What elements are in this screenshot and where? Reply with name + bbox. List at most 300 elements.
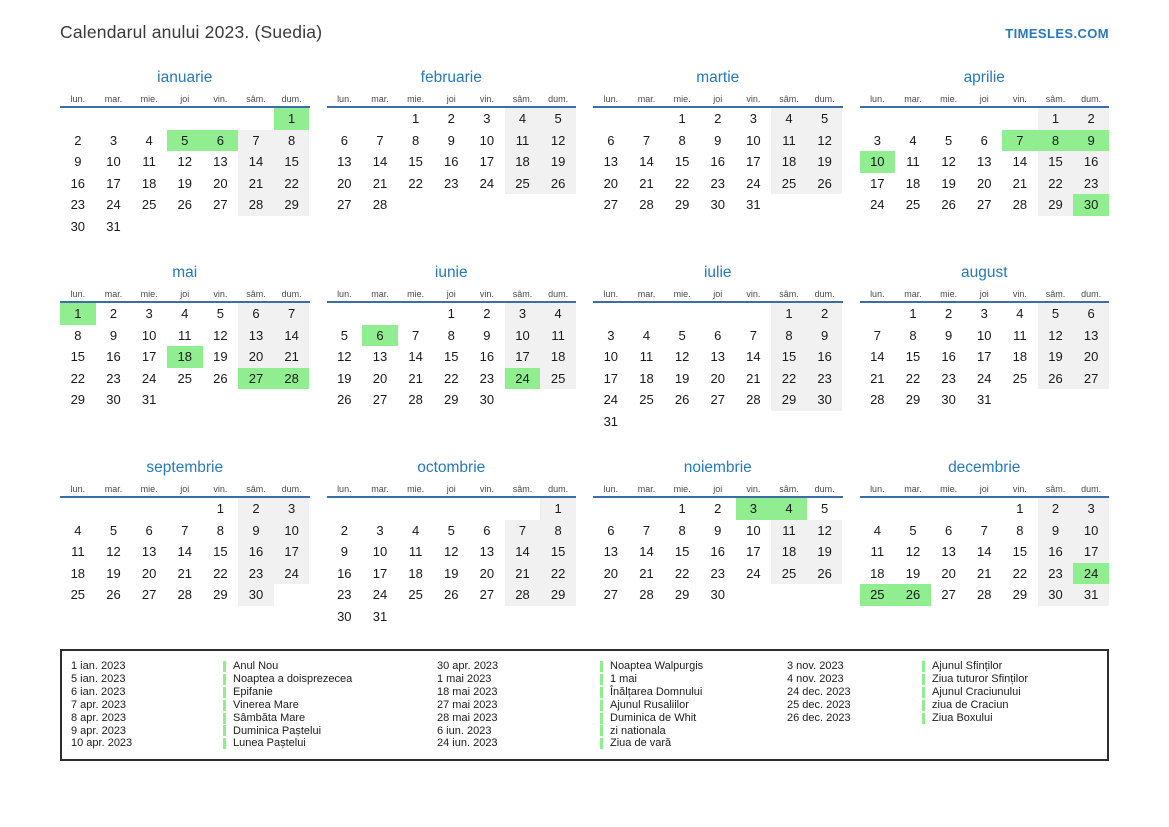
day-cell: 3 [274, 498, 310, 520]
empty-cell [203, 216, 239, 238]
legend-name [223, 686, 437, 699]
empty-cell [664, 303, 700, 325]
legend-date: 1 ian. 2023 [71, 660, 126, 672]
weekday-header: mar. [371, 484, 389, 494]
day-cell: 24 [746, 565, 761, 581]
day-cell: 17 [505, 346, 541, 368]
day-cell: 2 [238, 498, 274, 520]
day-cell: 18 [505, 151, 541, 173]
day-cell: 25 [1012, 370, 1028, 386]
day-cell: 27 [603, 197, 619, 213]
weekday-header: dum. [281, 484, 302, 494]
empty-cell [629, 108, 665, 130]
weekday-header: dum. [1081, 484, 1102, 494]
legend-name [600, 660, 787, 673]
day-cell: 7 [181, 522, 189, 538]
day-cell: 21 [1012, 175, 1028, 191]
empty-cell [593, 108, 629, 130]
day-cell: 22 [905, 370, 921, 386]
legend-name [223, 725, 437, 738]
day-cell: 13 [213, 154, 228, 170]
day-cell: 16 [238, 541, 274, 563]
legend-date: 4 nov. 2023 [787, 672, 844, 685]
day-cell: 26 [106, 587, 121, 603]
legend-name-text: Sâmbăta Mare [233, 711, 306, 724]
day-cell: 9 [74, 154, 82, 170]
day-cell: 24 [141, 370, 157, 386]
month-days [60, 303, 310, 411]
empty-cell [274, 216, 310, 238]
month-days [860, 303, 1110, 411]
empty-cell [433, 498, 469, 520]
day-cell-holiday: 5 [167, 130, 203, 152]
weekday-header: joi [446, 289, 456, 299]
day-cell: 1 [771, 303, 807, 325]
day-cell: 30 [479, 392, 495, 408]
day-cell: 28 [1012, 197, 1028, 213]
day-cell: 3 [873, 132, 881, 148]
empty-cell [807, 194, 843, 216]
day-cell: 16 [710, 544, 725, 560]
weekday-header: sâm. [246, 94, 266, 104]
day-cell: 25 [771, 563, 807, 585]
month-title: februarie [420, 69, 482, 86]
weekday-header: vin. [213, 94, 228, 104]
weekday-header: mar. [637, 484, 656, 494]
day-cell: 13 [141, 544, 157, 560]
day-cell: 31 [603, 413, 619, 429]
day-cell: 24 [870, 197, 885, 213]
day-cell: 31 [1073, 584, 1109, 606]
day-cell: 11 [1013, 327, 1027, 343]
day-cell: 28 [746, 392, 761, 408]
day-cell: 29 [540, 584, 576, 606]
day-cell-holiday: 1 [60, 303, 96, 325]
day-cell: 15 [674, 154, 690, 170]
empty-cell [1038, 389, 1074, 411]
day-cell: 30 [710, 197, 725, 213]
day-cell: 31 [977, 392, 992, 408]
legend-name [600, 699, 787, 712]
weekday-header: sâm. [779, 484, 799, 494]
weekday-header: joi [446, 484, 456, 494]
day-cell-holiday: 28 [274, 368, 310, 390]
legend-group [437, 660, 787, 750]
day-cell: 30 [238, 584, 274, 606]
day-cell: 3 [109, 132, 118, 148]
day-cell: 16 [941, 349, 956, 365]
day-cell: 5 [807, 108, 843, 130]
day-cell: 20 [141, 565, 157, 581]
empty-cell [469, 498, 505, 520]
weekday-header: lun. [603, 94, 619, 104]
weekday-header: lun. [70, 484, 86, 494]
day-cell: 19 [444, 565, 459, 581]
month-days [327, 498, 577, 627]
month-days [60, 108, 310, 237]
day-cell: 8 [678, 132, 686, 148]
day-cell: 7 [749, 327, 757, 343]
month-days [593, 108, 843, 216]
day-cell: 10 [372, 544, 388, 560]
day-cell: 10 [746, 132, 761, 148]
day-cell: 19 [337, 370, 352, 386]
day-cell: 14 [408, 349, 423, 365]
day-cell: 25 [771, 173, 807, 195]
legend-date: 10 apr. 2023 [71, 737, 133, 750]
day-cell: 20 [710, 370, 725, 386]
empty-cell [736, 411, 772, 433]
weekday-row [327, 94, 577, 108]
day-cell: 12 [941, 154, 956, 170]
day-cell: 25 [639, 392, 654, 408]
day-cell: 3 [607, 327, 615, 343]
empty-cell [60, 108, 96, 130]
day-cell: 29 [213, 587, 228, 603]
day-cell: 9 [944, 327, 953, 343]
day-cell: 18 [1012, 349, 1028, 365]
day-cell: 10 [141, 327, 157, 343]
weekday-header: joi [180, 484, 190, 494]
day-cell: 13 [603, 544, 619, 560]
day-cell: 17 [274, 541, 310, 563]
weekday-header: lun. [870, 94, 885, 104]
day-cell: 6 [483, 522, 491, 538]
day-cell: 6 [238, 303, 274, 325]
empty-cell [238, 216, 274, 238]
day-cell: 19 [540, 151, 576, 173]
day-cell: 27 [1073, 368, 1109, 390]
day-cell: 6 [607, 522, 615, 538]
empty-cell [629, 498, 665, 520]
day-cell: 17 [141, 349, 157, 365]
weekday-row [860, 484, 1110, 498]
weekday-header: mie. [140, 94, 158, 104]
day-cell: 21 [977, 565, 992, 581]
weekday-header: joi [979, 289, 989, 299]
weekday-header: mar. [104, 289, 123, 299]
day-cell: 5 [1038, 303, 1074, 325]
day-cell: 9 [483, 327, 491, 343]
weekday-header: joi [713, 94, 723, 104]
weekday-header: dum. [814, 484, 835, 494]
weekday-header: mie. [940, 94, 958, 104]
day-cell: 25 [70, 587, 86, 603]
month-august [860, 264, 1110, 438]
legend-group [71, 660, 437, 750]
day-cell: 23 [444, 175, 459, 191]
day-cell-holiday: 3 [736, 498, 772, 520]
weekday-header: joi [979, 94, 989, 104]
day-cell: 5 [447, 522, 455, 538]
weekday-header: dum. [281, 289, 302, 299]
legend-name-text: Ziua tuturor Sfinților [932, 672, 1028, 685]
day-cell: 23 [1073, 173, 1109, 195]
day-cell: 16 [1073, 151, 1109, 173]
day-cell: 23 [941, 370, 956, 386]
month-iunie [327, 264, 577, 438]
day-cell: 7 [274, 303, 310, 325]
day-cell: 27 [603, 587, 619, 603]
month-title: iunie [434, 264, 468, 281]
day-cell: 8 [771, 325, 807, 347]
day-cell: 4 [505, 108, 541, 130]
day-cell: 20 [213, 175, 228, 191]
day-cell: 9 [238, 520, 274, 542]
weekday-header: sâm. [512, 484, 533, 494]
legend-name [600, 712, 787, 725]
day-cell: 11 [505, 130, 541, 152]
day-cell: 31 [106, 218, 121, 234]
empty-cell [327, 498, 363, 520]
day-cell: 2 [944, 306, 953, 322]
empty-cell [540, 389, 576, 411]
day-cell: 29 [70, 392, 86, 408]
empty-cell [167, 108, 203, 130]
day-cell: 10 [1073, 520, 1109, 542]
weekday-row [60, 94, 310, 108]
day-cell: 19 [177, 175, 192, 191]
day-cell: 15 [1012, 544, 1028, 560]
day-cell: 12 [674, 349, 690, 365]
empty-cell [398, 606, 434, 628]
day-cell: 27 [710, 392, 725, 408]
empty-cell [807, 411, 843, 433]
empty-cell [505, 498, 541, 520]
day-cell-holiday: 6 [203, 130, 239, 152]
weekday-header: lun. [70, 289, 86, 299]
weekday-header: sâm. [246, 484, 266, 494]
day-cell: 14 [238, 151, 274, 173]
legend-name [223, 660, 437, 673]
legend-name [223, 699, 437, 712]
day-cell: 28 [408, 392, 423, 408]
day-cell: 26 [807, 563, 843, 585]
day-cell: 5 [678, 327, 686, 343]
day-cell: 13 [479, 544, 495, 560]
day-cell: 15 [274, 151, 310, 173]
day-cell: 23 [238, 563, 274, 585]
empty-cell [664, 411, 700, 433]
day-cell: 26 [337, 392, 352, 408]
day-cell: 11 [906, 154, 920, 170]
day-cell: 1 [678, 111, 686, 127]
day-cell: 8 [1016, 522, 1024, 538]
weekday-header: joi [713, 289, 723, 299]
day-cell: 21 [870, 370, 885, 386]
empty-cell [167, 216, 203, 238]
weekday-header: sâm. [1045, 484, 1066, 494]
legend-date: 1 mai 2023 [437, 672, 492, 685]
day-cell: 30 [941, 392, 956, 408]
day-cell: 26 [213, 370, 228, 386]
day-cell: 4 [909, 132, 917, 148]
day-cell: 6 [340, 132, 348, 148]
weekday-header: joi [713, 484, 723, 494]
day-cell: 25 [408, 587, 423, 603]
empty-cell [966, 498, 1002, 520]
weekday-row [60, 289, 310, 303]
day-cell: 29 [1012, 587, 1028, 603]
month-title: septembrie [146, 459, 224, 476]
weekday-header: dum. [548, 94, 569, 104]
empty-cell [700, 303, 736, 325]
day-cell: 29 [1038, 194, 1074, 216]
day-cell: 26 [807, 173, 843, 195]
day-cell: 14 [372, 154, 388, 170]
day-cell: 1 [1038, 108, 1074, 130]
day-cell: 18 [771, 151, 807, 173]
empty-cell [771, 584, 807, 606]
day-cell: 31 [746, 197, 761, 213]
legend-name-text: Ajunul Craciunului [932, 685, 1021, 698]
empty-cell [593, 498, 629, 520]
day-cell: 14 [977, 544, 992, 560]
day-cell: 16 [479, 349, 495, 365]
day-cell: 14 [639, 154, 654, 170]
day-cell: 24 [746, 175, 761, 191]
day-cell: 4 [181, 306, 189, 322]
day-cell: 19 [941, 175, 956, 191]
day-cell: 2 [807, 303, 843, 325]
day-cell: 22 [1038, 173, 1074, 195]
day-cell: 13 [710, 349, 725, 365]
site-link[interactable]: TIMESLES.COM [1005, 26, 1109, 41]
day-cell: 12 [213, 327, 228, 343]
weekday-header: vin. [213, 289, 228, 299]
day-cell: 27 [141, 587, 157, 603]
legend-date: 30 apr. 2023 [437, 660, 499, 672]
day-cell: 1 [678, 501, 686, 517]
legend-date: 8 apr. 2023 [71, 711, 127, 724]
empty-cell [860, 498, 896, 520]
month-title: mai [172, 264, 198, 281]
legend-date: 24 dec. 2023 [787, 685, 851, 698]
day-cell: 4 [411, 522, 420, 538]
weekday-header: vin. [1012, 484, 1027, 494]
day-cell: 12 [905, 544, 921, 560]
day-cell: 1 [540, 498, 576, 520]
day-cell: 9 [109, 327, 118, 343]
day-cell: 18 [408, 565, 423, 581]
weekday-header: sâm. [512, 94, 533, 104]
day-cell: 22 [70, 370, 86, 386]
day-cell: 1 [447, 306, 455, 322]
day-cell: 28 [870, 392, 885, 408]
day-cell: 7 [980, 522, 988, 538]
day-cell: 18 [540, 346, 576, 368]
day-cell: 25 [141, 197, 157, 213]
day-cell: 28 [639, 587, 654, 603]
day-cell: 31 [141, 392, 157, 408]
day-cell-holiday: 25 [860, 584, 896, 606]
day-cell: 14 [870, 349, 885, 365]
legend-name [922, 699, 1107, 712]
legend-name [600, 686, 787, 699]
empty-cell [895, 498, 931, 520]
day-cell: 21 [639, 175, 654, 191]
legend-name [922, 673, 1107, 686]
month-title: ianuarie [157, 69, 213, 86]
legend-name-text: Noaptea Walpurgis [610, 660, 704, 672]
legend-name-text: Ziua Boxului [932, 711, 993, 724]
day-cell-holiday: 8 [1038, 130, 1074, 152]
holiday-marker [922, 713, 925, 724]
day-cell: 15 [674, 544, 690, 560]
day-cell: 4 [642, 327, 651, 343]
day-cell: 5 [340, 327, 348, 343]
empty-cell [540, 194, 576, 216]
legend-date: 18 mai 2023 [437, 685, 498, 698]
day-cell: 18 [905, 175, 921, 191]
empty-cell [238, 389, 274, 411]
day-cell-holiday: 7 [1002, 130, 1038, 152]
day-cell: 18 [70, 565, 86, 581]
day-cell-holiday: 26 [895, 584, 931, 606]
day-cell: 17 [746, 544, 761, 560]
empty-cell [362, 498, 398, 520]
day-cell: 4 [771, 108, 807, 130]
empty-cell [931, 498, 967, 520]
day-cell: 6 [145, 522, 153, 538]
day-cell: 29 [674, 587, 690, 603]
day-cell: 17 [106, 175, 121, 191]
legend-date: 28 mai 2023 [437, 711, 498, 724]
day-cell: 28 [505, 584, 541, 606]
day-cell: 7 [642, 522, 651, 538]
day-cell: 29 [905, 392, 921, 408]
day-cell: 11 [142, 154, 156, 170]
day-cell: 23 [106, 370, 121, 386]
day-cell: 27 [213, 197, 228, 213]
day-cell: 6 [607, 132, 615, 148]
holiday-marker [223, 674, 226, 685]
legend-name-text: Anul Nou [233, 660, 279, 672]
weekday-header: vin. [479, 94, 494, 104]
empty-cell [362, 108, 398, 130]
weekday-header: mie. [407, 484, 425, 494]
empty-cell [771, 411, 807, 433]
holiday-marker [600, 661, 603, 672]
month-days [593, 303, 843, 432]
legend-name-text: Ajunul Rusaliilor [610, 698, 689, 711]
day-cell: 15 [1038, 151, 1074, 173]
weekday-row [593, 289, 843, 303]
day-cell: 16 [710, 154, 725, 170]
day-cell: 11 [540, 325, 576, 347]
day-cell: 29 [674, 197, 690, 213]
weekday-header: vin. [479, 289, 494, 299]
day-cell: 15 [444, 349, 459, 365]
day-cell: 9 [1038, 520, 1074, 542]
weekday-header: sâm. [1045, 94, 1066, 104]
day-cell: 3 [483, 111, 491, 127]
weekday-header: lun. [70, 94, 86, 104]
day-cell: 17 [479, 154, 495, 170]
month-days [327, 108, 577, 216]
weekday-header: lun. [337, 94, 352, 104]
day-cell: 22 [674, 565, 690, 581]
day-cell: 28 [372, 197, 388, 213]
day-cell: 14 [639, 544, 654, 560]
day-cell: 3 [980, 306, 988, 322]
day-cell-holiday: 24 [1073, 563, 1109, 585]
empty-cell [167, 389, 203, 411]
day-cell: 7 [873, 327, 881, 343]
weekday-header: mar. [104, 484, 123, 494]
day-cell: 1 [1016, 501, 1024, 517]
empty-cell [433, 194, 469, 216]
